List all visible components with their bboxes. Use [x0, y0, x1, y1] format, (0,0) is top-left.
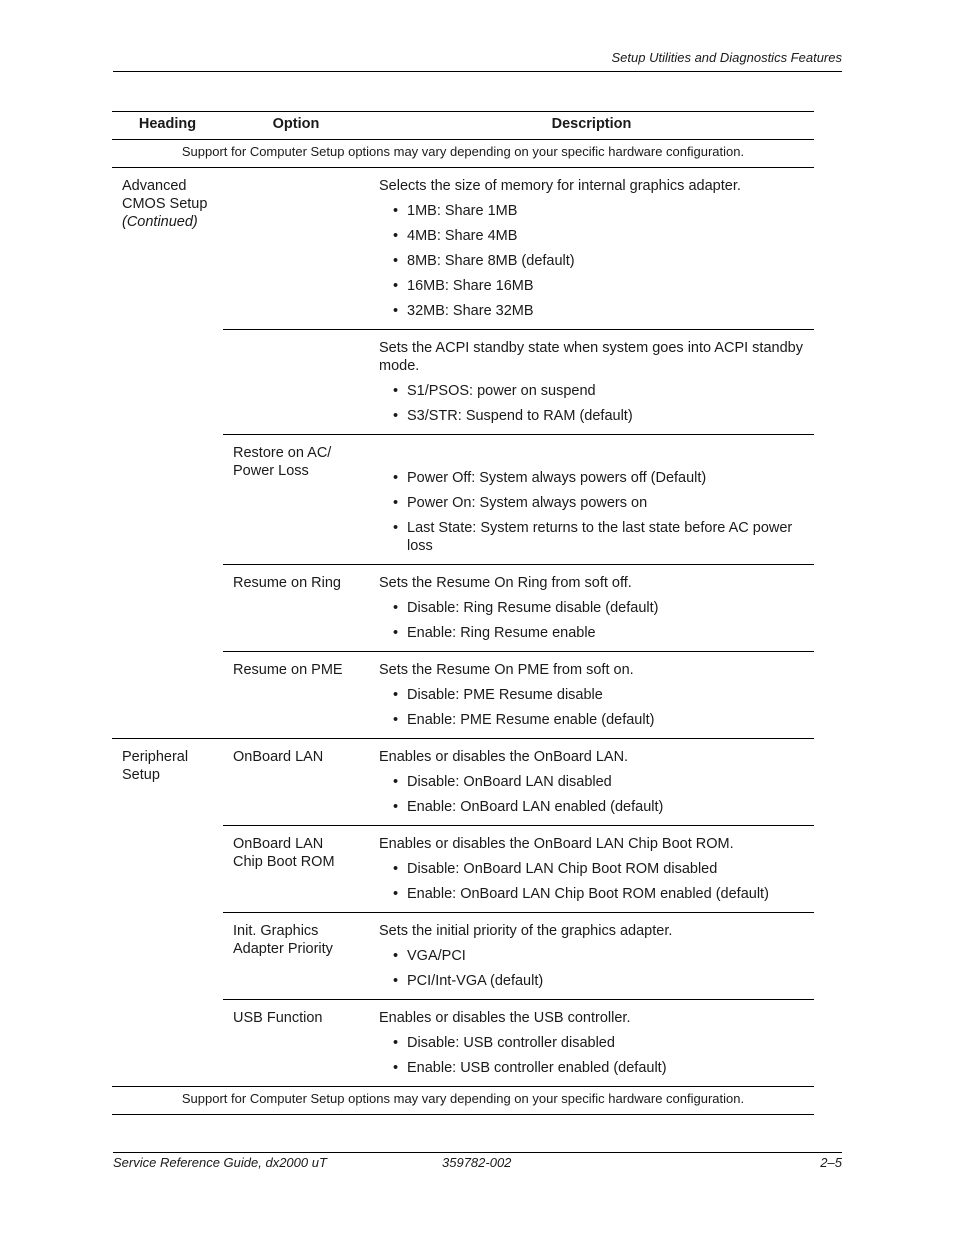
- option-values-list: [379, 382, 806, 425]
- description-text: Sets the initial priority of the graphics adapter.: [379, 923, 673, 939]
- option-line: Adapter Priority: [233, 941, 333, 957]
- option-usb-function: USB Function: [223, 1000, 369, 1087]
- table-note-row: [112, 1087, 814, 1115]
- list-item: • Enable: USB controller enabled (default): [379, 1059, 806, 1077]
- description-cell: [369, 913, 814, 1000]
- option-line: Restore on AC/: [233, 445, 332, 461]
- option-resume-on-pme: Resume on PME: [223, 652, 369, 739]
- description-cell: [369, 330, 814, 435]
- option-values-list: [379, 947, 806, 990]
- list-item: • PCI/Int-VGA (default): [379, 972, 806, 990]
- option-line: OnBoard LAN: [233, 836, 324, 852]
- list-item: • Enable: Ring Resume enable: [379, 624, 806, 642]
- list-item: • Power On: System always powers on: [379, 494, 806, 512]
- list-item: • Enable: PME Resume enable (default): [379, 711, 806, 729]
- description-spacer: [379, 444, 806, 462]
- setup-options-table: [112, 111, 814, 1115]
- list-item: • Enable: OnBoard LAN enabled (default): [379, 798, 806, 816]
- description-text: Enables or disables the USB controller.: [379, 1010, 631, 1026]
- footer-guide-title: Service Reference Guide, dx2000 uT: [113, 1155, 327, 1170]
- column-header-description: Description: [369, 112, 814, 140]
- heading-peripheral-setup: [112, 739, 223, 1087]
- option-line: Chip Boot ROM: [233, 854, 335, 870]
- table-header-row: [112, 112, 814, 140]
- list-item: • 32MB: Share 32MB: [379, 302, 806, 320]
- column-header-heading: Heading: [112, 112, 223, 140]
- table-row: [112, 739, 814, 826]
- option-onboard-lan-chip-boot-rom: [223, 826, 369, 913]
- list-item: • Power Off: System always powers off (Default): [379, 469, 806, 487]
- description-text: Sets the Resume On Ring from soft off.: [379, 575, 632, 591]
- list-item: • Disable: PME Resume disable: [379, 686, 806, 704]
- list-item: • 16MB: Share 16MB: [379, 277, 806, 295]
- heading-line: Peripheral: [122, 749, 189, 765]
- list-item: • Disable: OnBoard LAN disabled: [379, 773, 806, 791]
- option-values-list: [379, 469, 806, 555]
- description-text: Enables or disables the OnBoard LAN Chip Boot ROM.: [379, 836, 734, 852]
- option-values-list: [379, 860, 806, 903]
- header-rule: [113, 71, 842, 72]
- option-line: Power Loss: [233, 463, 309, 479]
- description-cell: [369, 739, 814, 826]
- description-text: Selects the size of memory for internal graphics adapter.: [379, 178, 741, 194]
- column-header-option: Option: [223, 112, 369, 140]
- list-item: • 1MB: Share 1MB: [379, 202, 806, 220]
- option-values-list: [379, 599, 806, 642]
- option-values-list: [379, 1034, 806, 1077]
- running-header: Setup Utilities and Diagnostics Features: [611, 50, 842, 65]
- description-text: Sets the Resume On PME from soft on.: [379, 662, 634, 678]
- list-item: • S1/PSOS: power on suspend: [379, 382, 806, 400]
- list-item: • Disable: OnBoard LAN Chip Boot ROM disabled: [379, 860, 806, 878]
- option-onboard-lan: OnBoard LAN: [223, 739, 369, 826]
- table-note: Support for Computer Setup options may vary depending on your specific hardware configuration.: [112, 140, 814, 168]
- heading-line: Advanced: [122, 178, 187, 194]
- list-item: • Disable: Ring Resume disable (default): [379, 599, 806, 617]
- option-line: Init. Graphics: [233, 923, 319, 939]
- heading-line: CMOS Setup: [122, 196, 208, 212]
- option-cell: [223, 168, 369, 330]
- description-cell: [369, 168, 814, 330]
- list-item: • Disable: USB controller disabled: [379, 1034, 806, 1052]
- option-values-list: [379, 773, 806, 816]
- table-note: Support for Computer Setup options may vary depending on your specific hardware configuration.: [112, 1087, 814, 1115]
- heading-continued: (Continued): [122, 214, 198, 230]
- list-item: • Enable: OnBoard LAN Chip Boot ROM enabled (default): [379, 885, 806, 903]
- table-note-row: [112, 140, 814, 168]
- list-item: • Last State: System returns to the last state before AC power loss: [379, 519, 806, 555]
- list-item: • 8MB: Share 8MB (default): [379, 252, 806, 270]
- list-item: • 4MB: Share 4MB: [379, 227, 806, 245]
- description-text: Sets the ACPI standby state when system goes into ACPI standby mode.: [379, 340, 803, 374]
- footer-part-number: 359782-002: [442, 1155, 512, 1170]
- heading-advanced-cmos-setup: [112, 168, 223, 739]
- option-cell: [223, 330, 369, 435]
- list-item: • VGA/PCI: [379, 947, 806, 965]
- option-resume-on-ring: Resume on Ring: [223, 565, 369, 652]
- option-init-graphics-adapter-priority: [223, 913, 369, 1000]
- footer-rule: [113, 1152, 842, 1153]
- description-cell: [369, 826, 814, 913]
- option-restore-on-ac-power-loss: [223, 435, 369, 565]
- description-cell: [369, 565, 814, 652]
- heading-line: Setup: [122, 767, 160, 783]
- option-values-list: [379, 202, 806, 320]
- footer-page-number: 2–5: [820, 1155, 842, 1170]
- description-text: Enables or disables the OnBoard LAN.: [379, 749, 629, 765]
- list-item: • S3/STR: Suspend to RAM (default): [379, 407, 806, 425]
- description-cell: [369, 1000, 814, 1087]
- description-cell: [369, 435, 814, 565]
- table-row: [112, 168, 814, 330]
- option-values-list: [379, 686, 806, 729]
- description-cell: [369, 652, 814, 739]
